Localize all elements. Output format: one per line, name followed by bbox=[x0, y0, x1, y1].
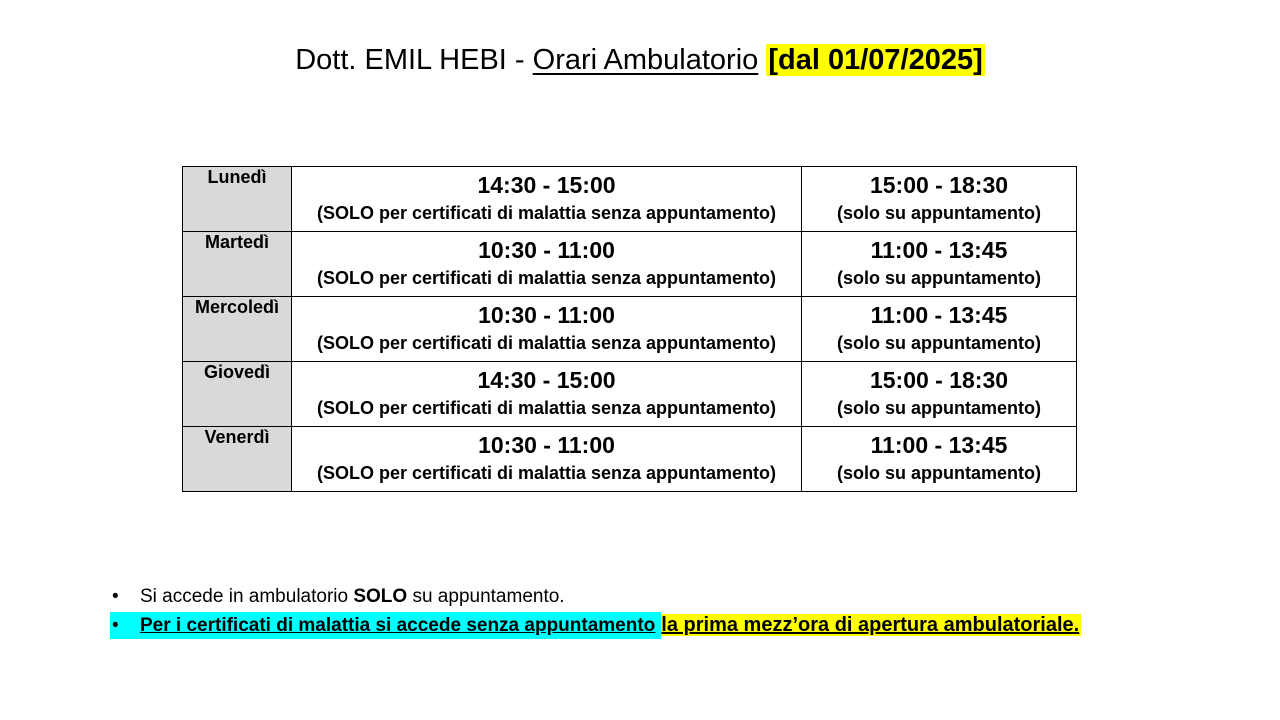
slot1-note: (SOLO per certificati di malattia senza appuntamento) bbox=[316, 333, 777, 353]
note2-cyan-text: Per i certificati di malattia si accede senza appuntamento bbox=[140, 615, 656, 636]
note1-text-b: su appuntamento. bbox=[407, 586, 565, 607]
schedule-row bbox=[183, 362, 1077, 427]
slot2-time: 15:00 - 18:30 bbox=[869, 367, 1009, 393]
slot2-note: (solo su appuntamento) bbox=[837, 398, 1041, 418]
bullet-icon: • bbox=[112, 586, 119, 607]
slot2-cell bbox=[802, 232, 1077, 297]
title-underlined: Orari Ambulatorio bbox=[532, 44, 759, 76]
slot2-cell bbox=[802, 297, 1077, 362]
slot1-note: (SOLO per certificati di malattia senza appuntamento) bbox=[316, 203, 777, 223]
slot1-note: (SOLO per certificati di malattia senza appuntamento) bbox=[316, 398, 777, 418]
note2-yellow-text: la prima mezz’ora di apertura ambulatoriale. bbox=[661, 614, 1080, 636]
slot2-note: (solo su appuntamento) bbox=[837, 268, 1041, 288]
day-cell: Martedì bbox=[183, 232, 292, 297]
slot2-note: (solo su appuntamento) bbox=[837, 333, 1041, 353]
slot1-cell bbox=[292, 297, 802, 362]
page-title bbox=[0, 36, 1280, 84]
slot1-time: 10:30 - 11:00 bbox=[478, 302, 615, 328]
schedule-row bbox=[183, 167, 1077, 232]
slot2-cell bbox=[802, 167, 1077, 232]
note1-text-a: Si accede in ambulatorio bbox=[140, 586, 354, 607]
slot1-cell bbox=[292, 167, 802, 232]
slot1-cell bbox=[292, 427, 802, 492]
slot2-time: 11:00 - 13:45 bbox=[870, 302, 1008, 328]
doctor-name: Dott. EMIL HEBI - bbox=[295, 44, 533, 76]
slot2-cell bbox=[802, 427, 1077, 492]
slot2-time: 15:00 - 18:30 bbox=[869, 172, 1009, 198]
schedule-row bbox=[183, 427, 1077, 492]
day-cell: Giovedì bbox=[183, 362, 292, 427]
day-cell: Mercoledì bbox=[183, 297, 292, 362]
slot1-time: 10:30 - 11:00 bbox=[478, 237, 615, 263]
slot1-note: (SOLO per certificati di malattia senza appuntamento) bbox=[316, 463, 777, 483]
schedule-row bbox=[183, 232, 1077, 297]
slot1-note: (SOLO per certificati di malattia senza appuntamento) bbox=[316, 268, 777, 288]
note1-bold: SOLO bbox=[353, 586, 408, 607]
slot2-note: (solo su appuntamento) bbox=[837, 463, 1041, 483]
note-item bbox=[110, 583, 1081, 610]
slot1-time: 10:30 - 11:00 bbox=[478, 432, 615, 458]
date-highlight: [dal 01/07/2025] bbox=[768, 44, 983, 76]
slot2-time: 11:00 - 13:45 bbox=[870, 432, 1008, 458]
slot1-cell bbox=[292, 362, 802, 427]
slot1-time: 14:30 - 15:00 bbox=[477, 172, 616, 198]
slot1-cell bbox=[292, 232, 802, 297]
slot2-cell bbox=[802, 362, 1077, 427]
note-item bbox=[110, 612, 1081, 639]
slot1-time: 14:30 - 15:00 bbox=[477, 367, 616, 393]
day-cell: Venerdì bbox=[183, 427, 292, 492]
schedule-table bbox=[182, 166, 1077, 492]
day-cell: Lunedì bbox=[183, 167, 292, 232]
slot2-time: 11:00 - 13:45 bbox=[870, 237, 1008, 263]
cyan-highlight bbox=[110, 612, 661, 639]
slot2-note: (solo su appuntamento) bbox=[837, 203, 1041, 223]
schedule-row bbox=[183, 297, 1077, 362]
bullet-icon: • bbox=[112, 615, 119, 636]
notes-list bbox=[110, 583, 1081, 639]
